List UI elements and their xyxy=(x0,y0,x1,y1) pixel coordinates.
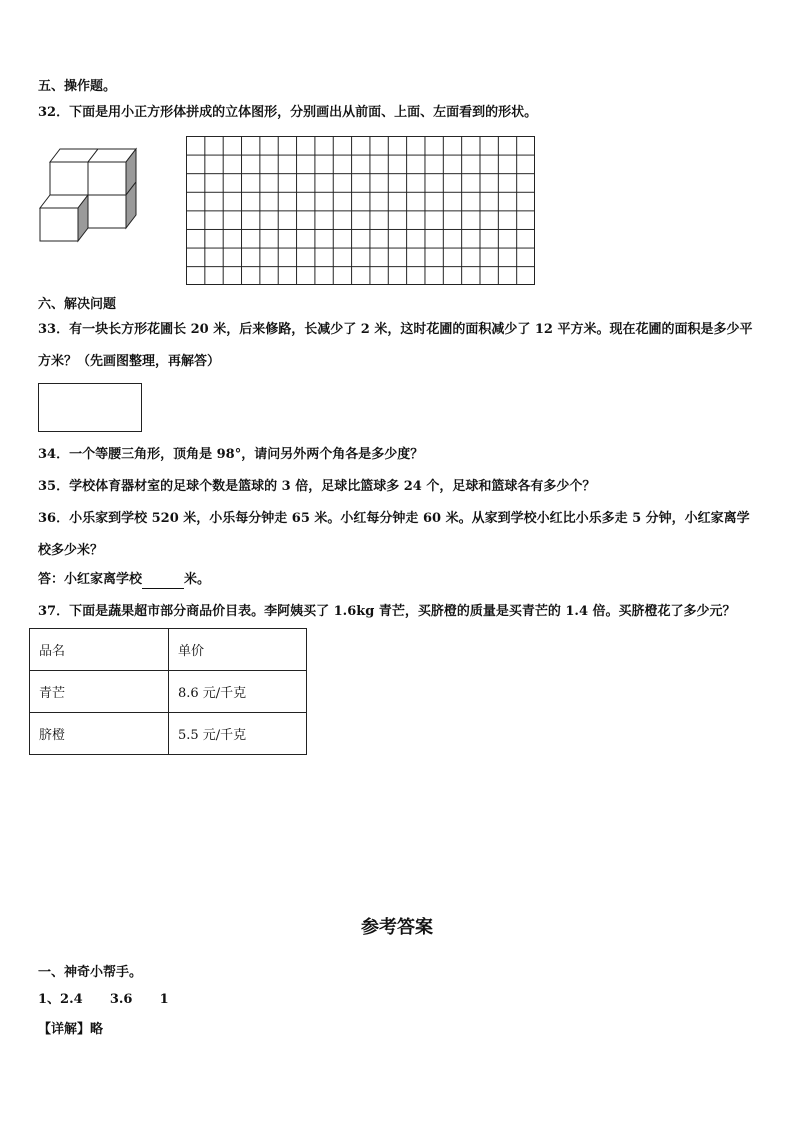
table-cell-price: 8.6 元/千克 xyxy=(169,671,307,713)
question-36-answer xyxy=(38,571,210,589)
question-34: 34．一个等腰三角形，顶角是 98°，请问另外两个角各是多少度？ xyxy=(38,447,424,462)
price-table xyxy=(29,628,307,755)
answers-part1-heading: 一、神奇小帮手。 xyxy=(38,965,143,980)
answer-suffix: 米。 xyxy=(184,572,211,587)
table-row xyxy=(30,671,307,713)
answer-drawing-box[interactable] xyxy=(38,383,142,432)
answers-title: 参考答案 xyxy=(361,917,433,938)
table-header-row xyxy=(30,629,307,671)
answer-1: 1、2.4 3.6 1 xyxy=(38,992,169,1007)
drawing-grid[interactable] xyxy=(186,136,535,285)
question-32: 32．下面是用小正方形体拼成的立体图形，分别画出从前面、上面、左面看到的形状。 xyxy=(38,105,538,120)
table-cell-name: 脐橙 xyxy=(30,713,169,755)
answer-detail: 【详解】略 xyxy=(38,1022,104,1037)
cube-figure xyxy=(38,146,142,244)
table-cell-price: 5.5 元/千克 xyxy=(169,713,307,755)
table-header-price: 单价 xyxy=(169,629,307,671)
table-cell-name: 青芒 xyxy=(30,671,169,713)
question-33: 33．有一块长方形花圃长 20 米，后来修路，长减少了 2 米，这时花圃的面积减少了 12 平方米。现在花圃的面积是多少平方米？（先画图整理，再解答） xyxy=(38,322,753,369)
answer-blank[interactable] xyxy=(142,574,184,589)
cube-front-face xyxy=(50,162,88,195)
question-35: 35．学校体育器材室的足球个数是篮球的 3 倍，足球比篮球多 24 个，足球和篮球各有多少个？ xyxy=(38,479,596,494)
answer-prefix: 答：小红家离学校 xyxy=(38,572,143,587)
table-row xyxy=(30,713,307,755)
section5-heading: 五、操作题。 xyxy=(38,79,117,94)
question-37: 37．下面是蔬果超市部分商品价目表。李阿姨买了 1.6kg 青芒，买脐橙的质量是买青芒的 1.4 倍。买脐橙花了多少元？ xyxy=(38,604,736,619)
table-header-name: 品名 xyxy=(30,629,169,671)
section6-heading: 六、解决问题 xyxy=(38,297,117,312)
question-36: 36．小乐家到学校 520 米，小乐每分钟走 65 米。小红每分钟走 60 米。从家到学校小红比小乐多走 5 分钟，小红家离学校多少米？ xyxy=(38,511,750,558)
